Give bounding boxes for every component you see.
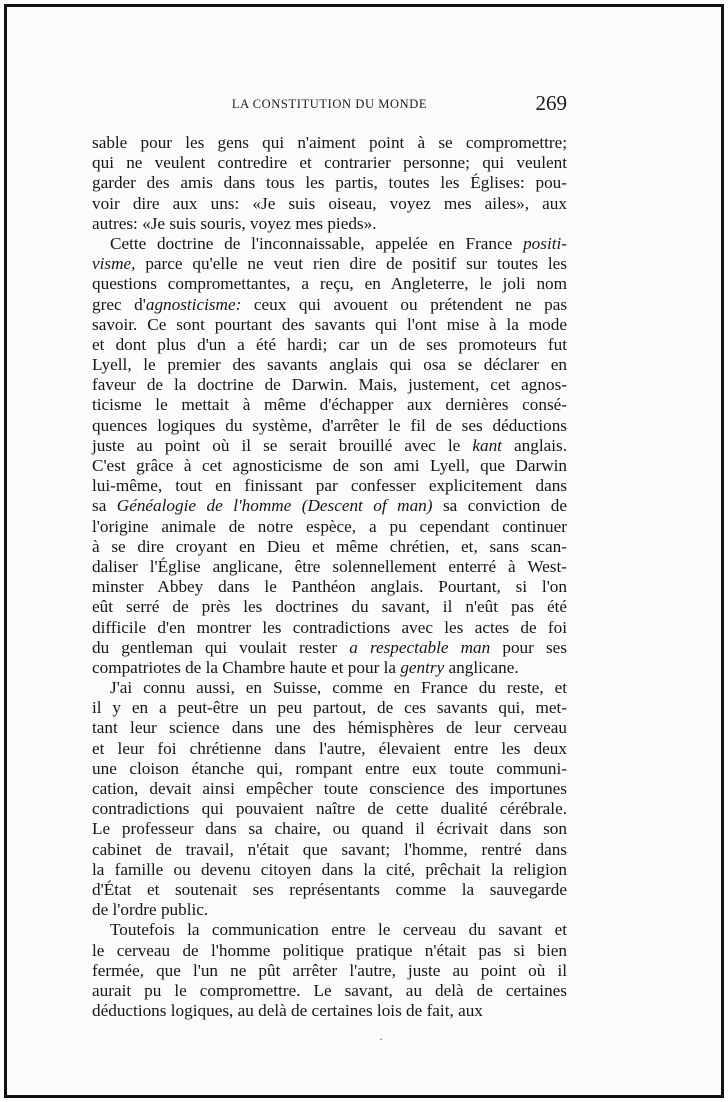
text-line [92, 295, 567, 315]
text-line [92, 638, 567, 658]
text-run: déductions logiques, au delà de certaines lois de fait, aux [92, 1001, 483, 1021]
text-run: pour ses [490, 637, 567, 657]
text-line [92, 739, 567, 759]
text-run: minster Abbey dans le Panthéon anglais. Pourtant, si l'on [92, 577, 567, 597]
text-line [92, 577, 567, 597]
text-line [92, 678, 567, 698]
text-run: qui ne veulent contredire et contrarier personne; qui veulent [92, 153, 567, 173]
text-line [92, 496, 567, 516]
text-line [92, 941, 567, 961]
paragraph [92, 920, 567, 1021]
text-line [92, 355, 567, 375]
text-run: anglicane. [444, 657, 519, 677]
text-line [92, 799, 567, 819]
text-run: à se dire croyant en Dieu et même chrétien, et, sans scan- [92, 536, 567, 556]
italic-run: a respectable man [349, 637, 491, 657]
text-run: questions compromettantes, a reçu, en Angleterre, le joli nom [92, 274, 567, 294]
text-line [92, 476, 567, 496]
text-line [92, 537, 567, 557]
text-line [92, 153, 567, 173]
text-line [92, 981, 567, 1001]
text-line [92, 254, 567, 274]
text-run: parce qu'elle ne veut rien dire de positif sur toutes les [135, 254, 567, 274]
text-line [92, 315, 567, 335]
text-line [92, 173, 567, 193]
italic-run: visme, [92, 254, 136, 274]
text-line [92, 416, 567, 436]
text-run: quences logiques du système, d'arrêter le fil de ses déductions [92, 415, 567, 435]
running-title: LA CONSTITUTION DU MONDE [231, 97, 428, 111]
text-run: Lyell, le premier des savants anglais qui osa se déclarer en [92, 355, 567, 375]
text-line [92, 880, 567, 900]
text-run: fermée, que l'un ne pût arrêter l'autre, juste au point où il [92, 960, 567, 980]
text-line [92, 133, 567, 153]
text-line [92, 194, 567, 214]
text-run: Le professeur dans sa chaire, ou quand il écrivait dans son [92, 819, 567, 839]
text-run: le cerveau de l'homme politique pratique n'était pas si bien [92, 940, 567, 960]
text-line [92, 698, 567, 718]
running-head [92, 91, 567, 115]
text-line [92, 779, 567, 799]
text-run: grec d' [92, 294, 146, 314]
page-frame [4, 4, 724, 1098]
text-run: aurait pu le compromettre. Le savant, au delà de certaines [92, 980, 567, 1000]
text-run: et dont plus d'un a été hardi; car un de ses promoteurs fut [92, 334, 567, 354]
text-run: l'origine animale de notre espèce, a pu cependant continuer [92, 516, 567, 536]
text-run: d'État et soutenait ses représentants comme la sauvegarde [92, 879, 567, 899]
text-line [92, 456, 567, 476]
text-line [92, 375, 567, 395]
text-run: ceux qui avouent ou prétendent ne pas [241, 294, 568, 314]
text-line [92, 234, 567, 254]
text-line [92, 557, 567, 577]
paragraph [92, 678, 567, 920]
text-run: eût serré de près les doctrines du savant, il n'eût pas été [92, 597, 567, 617]
italic-run: gentry [400, 657, 445, 677]
paragraph [92, 133, 567, 234]
italic-run: positi- [523, 233, 567, 253]
text-run: J'ai connu aussi, en Suisse, comme en France du reste, et [110, 678, 567, 698]
text-run: Toutefois la communication entre le cerveau du savant et [110, 920, 567, 940]
text-run: cation, devait ainsi empêcher toute conscience des importunes [92, 779, 567, 798]
text-line [92, 860, 567, 880]
text-run: compatriotes de la Chambre haute et pour la [92, 657, 401, 677]
text-line [92, 335, 567, 355]
text-line [92, 214, 567, 234]
paragraph [92, 234, 567, 678]
text-run: savoir. Ce sont pourtant des savants qui l'ont mise à la mode [92, 314, 567, 334]
text-line [92, 718, 567, 738]
text-run: sa conviction de [432, 496, 567, 516]
body-text [92, 133, 567, 1021]
text-run: C'est grâce à cet agnosticisme de son ami Lyell, que Darwin [92, 456, 567, 475]
text-run: il y en a peut-être un peu partout, de ces savants qui, met- [92, 698, 567, 718]
text-line [92, 819, 567, 839]
text-run: difficile d'en montrer les contradictions avec les actes de foi [92, 617, 567, 637]
text-run: sa [92, 496, 117, 516]
text-run: la famille ou devenu citoyen dans la cité, prêchait la religion [92, 859, 567, 879]
text-line [92, 436, 567, 456]
text-run: anglais. [501, 435, 568, 455]
text-line [92, 658, 567, 678]
text-line [92, 274, 567, 294]
ink-speck: · [379, 1032, 383, 1046]
page-number: 269 [535, 91, 567, 115]
text-run: de l'ordre public. [92, 900, 209, 920]
text-run: cabinet de travail, n'était que savant; l'homme, rentré dans [92, 839, 567, 859]
text-line [92, 840, 567, 860]
text-run: et leur foi chrétienne dans l'autre, élevaient entre les deux [92, 738, 567, 758]
text-run: garder des amis dans tous les partis, toutes les Églises: pou- [92, 173, 567, 193]
text-line [92, 517, 567, 537]
text-run: sable pour les gens qui n'aiment point à se compromettre; [92, 133, 567, 152]
text-run: ticisme le mettait à même d'échapper aux dernières consé- [92, 395, 567, 415]
text-line [92, 920, 567, 940]
text-line [92, 961, 567, 981]
italic-run: Généalogie de l'homme (Descent of man) [116, 496, 433, 516]
text-run: une cloison étanche qui, rompant entre eux toute communi- [92, 758, 567, 778]
text-run: du gentleman qui voulait rester [92, 637, 350, 657]
text-line [92, 759, 567, 779]
text-line [92, 1001, 567, 1021]
italic-run: kant [472, 435, 502, 455]
text-run: contradictions qui pouvaient naître de cette dualité cérébrale. [92, 799, 567, 819]
text-run: tant leur science dans une des hémisphères de leur cerveau [92, 718, 567, 738]
text-line [92, 597, 567, 617]
text-run: voir dire aux uns: «Je suis oiseau, voyez mes ailes», aux [92, 193, 567, 213]
text-line [92, 900, 567, 920]
italic-run: agnosticisme: [145, 294, 242, 314]
text-line [92, 618, 567, 638]
text-run: faveur de la doctrine de Darwin. Mais, justement, cet agnos- [92, 375, 567, 395]
text-line [92, 395, 567, 415]
text-run: lui-même, tout en finissant par confesser explicitement dans [92, 476, 567, 496]
text-run: Cette doctrine de l'inconnaissable, appelée en France [110, 233, 524, 253]
text-run: daliser l'Église anglicane, être solennellement enterré à West- [92, 556, 567, 576]
text-run: autres: «Je suis souris, voyez mes pieds». [92, 213, 377, 233]
text-run: juste au point où il se serait brouillé avec le [92, 435, 473, 455]
